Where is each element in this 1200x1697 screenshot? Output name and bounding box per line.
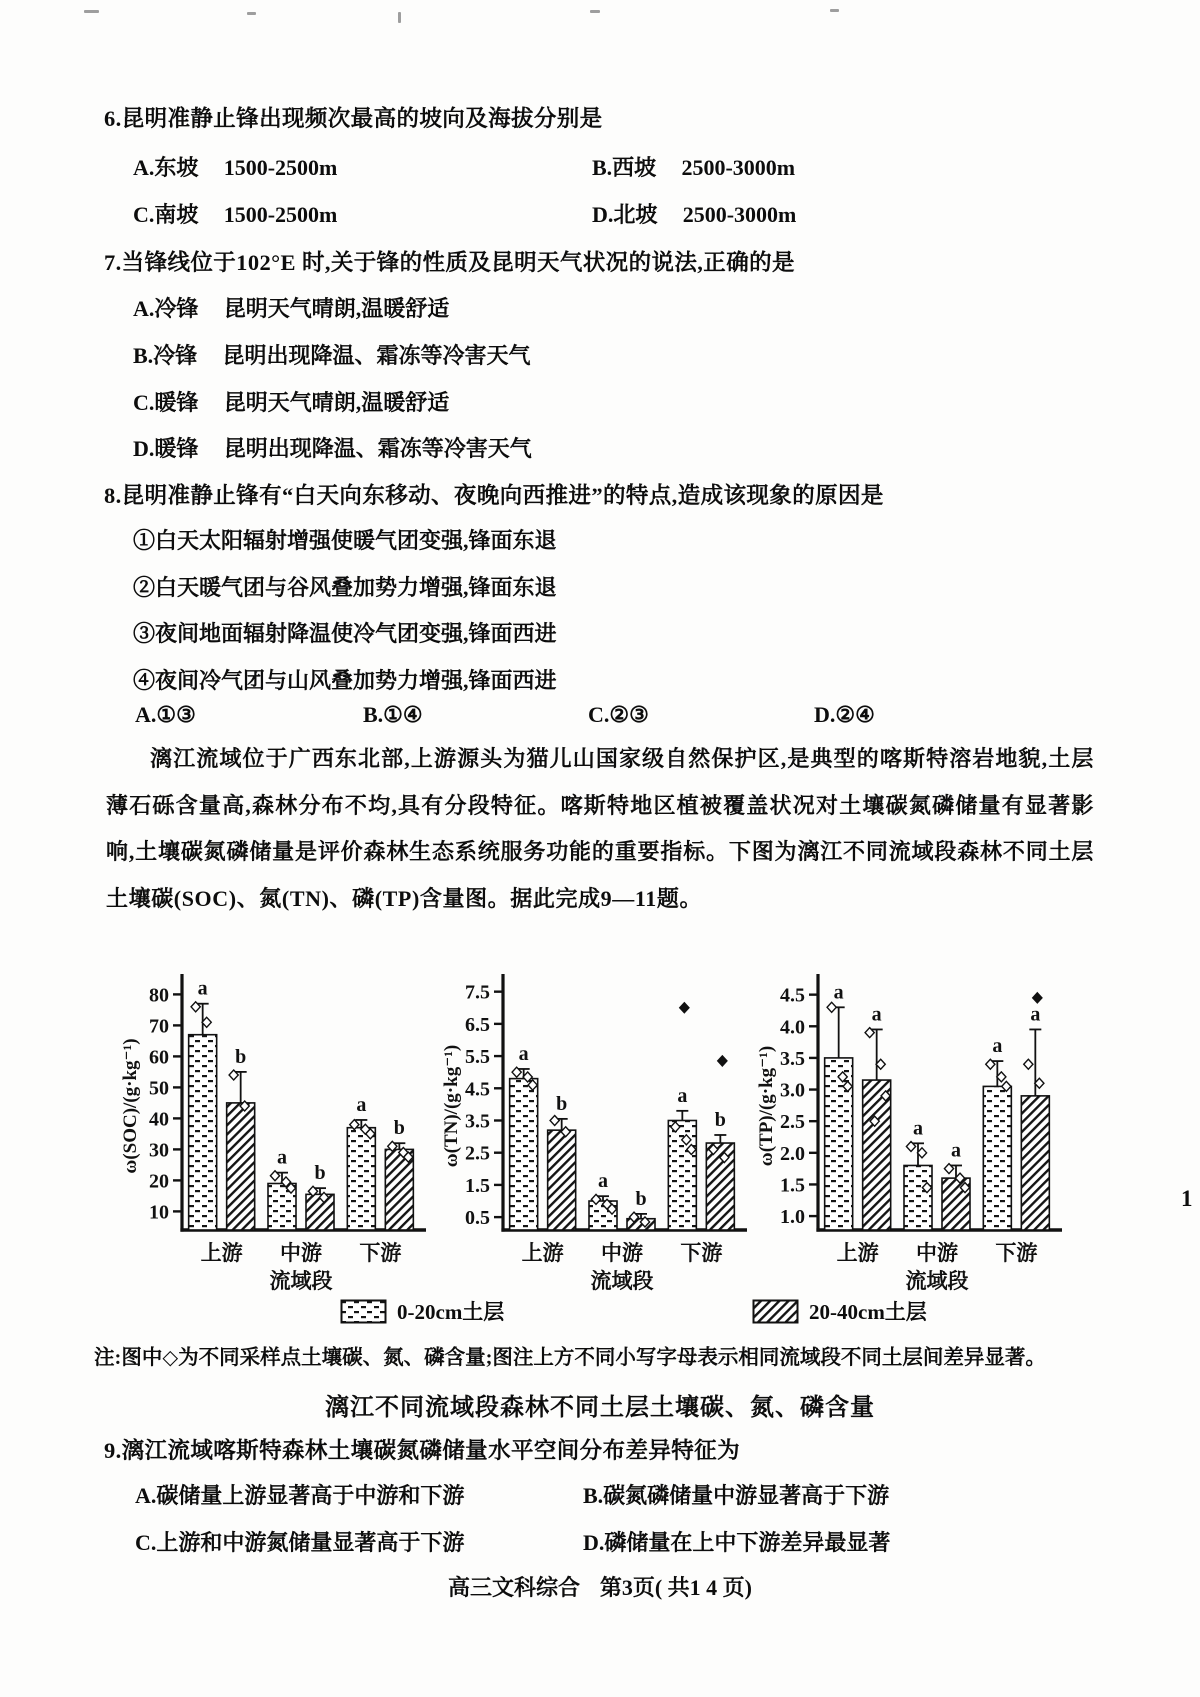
question-6-stem: 6.昆明准静止锋出现频次最高的坡向及海拔分别是 (104, 106, 603, 131)
svg-text:4.5: 4.5 (780, 984, 805, 1007)
svg-text:40: 40 (149, 1108, 169, 1131)
legend-swatch-0-20cm-icon (340, 1299, 387, 1324)
svg-text:b: b (235, 1045, 247, 1068)
q6-option-c-value: 1500-2500m (223, 202, 338, 227)
svg-text:流域段: 流域段 (905, 1269, 969, 1293)
q6-option-a (133, 151, 337, 182)
svg-text:下游: 下游 (680, 1241, 723, 1265)
svg-text:2.5: 2.5 (465, 1142, 490, 1165)
q9-option-b: B.碳氮磷储量中游显著高于下游 (583, 1483, 890, 1508)
passage: 漓江流域位于广西东北部,上游源头为猫儿山国家级自然保护区,是典型的喀斯特溶岩地貌,土层薄石砾含量高,森林分布不均,具有分段特征。喀斯特地区植被覆盖状况对土壤碳氮磷储量有显著影响,土壤碳氮磷储量是评价森林生态系统服务功能的重要指标。下图为漓江不同流域段森林不同土层土壤碳(SOC)、氮(TN)、磷(TP)含量图。据此完成9—11题。 (106, 746, 1094, 911)
svg-text:3.5: 3.5 (465, 1110, 490, 1133)
footer-page-number: 第3页( 共1 4 页) (599, 1575, 752, 1600)
svg-text:4.0: 4.0 (780, 1016, 805, 1039)
footer-course: 高三文科综合 (448, 1575, 581, 1600)
q8-option-d: D.②④ (814, 702, 875, 727)
q6-option-a-value: 1500-2500m (223, 155, 338, 180)
q6-option-b-value: 2500-3000m (681, 155, 796, 180)
question-9-stem: 9.漓江流域喀斯特森林土壤碳氮磷储量水平空间分布差异特征为 (104, 1438, 740, 1463)
scan-artifact (590, 10, 600, 13)
svg-text:a: a (356, 1093, 367, 1116)
scan-artifact (830, 9, 839, 12)
svg-text:20: 20 (149, 1170, 169, 1193)
figure-title: 漓江不同流域段森林不同土层土壤碳、氮、磷含量 (325, 1395, 875, 1421)
svg-text:a: a (833, 981, 844, 1004)
scan-artifact (247, 12, 256, 15)
q8-item-1: ①白天太阳辐射增强使暖气团变强,锋面东退 (133, 528, 557, 553)
legend-20-40cm (752, 1296, 927, 1326)
q6-option-b-label: B.西坡 (592, 155, 657, 180)
svg-text:a: a (197, 977, 208, 1000)
svg-text:下游: 下游 (995, 1241, 1038, 1265)
svg-text:1.0: 1.0 (780, 1206, 805, 1229)
chart-soc (116, 968, 430, 1317)
svg-text:4.5: 4.5 (465, 1078, 490, 1101)
q8-option-c: C.②③ (588, 702, 649, 727)
svg-text:a: a (913, 1117, 923, 1140)
q6-option-d-label: D.北坡 (592, 202, 658, 227)
svg-text:a: a (992, 1035, 1003, 1058)
q7-option-b-label: B.冷锋 (133, 343, 198, 368)
svg-text:6.5: 6.5 (465, 1013, 490, 1036)
q7-option-c-label: C.暖锋 (133, 390, 199, 415)
svg-text:80: 80 (149, 984, 169, 1007)
svg-text:2.0: 2.0 (780, 1142, 805, 1165)
svg-text:b: b (556, 1092, 568, 1115)
svg-text:下游: 下游 (359, 1241, 402, 1265)
q7-option-d-label: D.暖锋 (133, 436, 199, 461)
q7-option-b (133, 339, 531, 370)
svg-text:流域段: 流域段 (590, 1269, 654, 1293)
svg-text:ω(SOC)/(g·kg⁻¹): ω(SOC)/(g·kg⁻¹) (120, 1038, 141, 1174)
svg-text:a: a (871, 1003, 882, 1026)
svg-text:50: 50 (149, 1077, 169, 1100)
q6-option-b (592, 151, 795, 182)
legend-swatch-20-40cm-icon (752, 1299, 799, 1324)
svg-text:上游: 上游 (521, 1241, 564, 1265)
q7-option-a-label: A.冷锋 (133, 296, 199, 321)
svg-text:流域段: 流域段 (269, 1269, 333, 1293)
svg-text:30: 30 (149, 1139, 169, 1162)
svg-text:7.5: 7.5 (465, 981, 490, 1004)
svg-text:70: 70 (149, 1015, 169, 1038)
svg-text:b: b (393, 1117, 405, 1140)
q7-option-a (133, 292, 449, 323)
legend-20-40cm-label: 20-40cm土层 (809, 1300, 927, 1324)
q7-option-c-value: 昆明天气晴朗,温暖舒适 (223, 390, 450, 415)
svg-text:中游: 中游 (280, 1241, 322, 1265)
q7-option-c (133, 386, 449, 417)
scan-artifact (398, 12, 401, 23)
svg-text:上游: 上游 (836, 1241, 879, 1265)
svg-text:60: 60 (149, 1046, 169, 1069)
svg-text:中游: 中游 (916, 1241, 958, 1265)
svg-text:ω(TN)/(g·kg⁻¹): ω(TN)/(g·kg⁻¹) (441, 1044, 462, 1168)
svg-text:0.5: 0.5 (465, 1207, 490, 1230)
q6-option-d (592, 198, 796, 229)
svg-text:a: a (277, 1146, 287, 1169)
q8-option-b: B.①④ (363, 702, 423, 727)
svg-text:上游: 上游 (200, 1241, 243, 1265)
chart-tp (752, 968, 1066, 1317)
q7-option-d-value: 昆明出现降温、霜冻等冷害天气 (223, 436, 532, 461)
legend-0-20cm (340, 1296, 504, 1326)
q6-option-c-label: C.南坡 (133, 202, 199, 227)
svg-text:a: a (598, 1170, 608, 1193)
svg-text:b: b (314, 1162, 326, 1185)
legend-0-20cm-label: 0-20cm土层 (397, 1300, 505, 1324)
q8-item-2: ②白天暖气团与谷风叠加势力增强,锋面东退 (133, 575, 557, 600)
svg-text:a: a (518, 1042, 529, 1065)
svg-text:2.5: 2.5 (780, 1111, 805, 1134)
q8-item-3: ③夜间地面辐射降温使冷气团变强,锋面西进 (133, 621, 557, 646)
q9-option-a: A.碳储量上游显著高于中游和下游 (135, 1483, 465, 1508)
svg-text:1.5: 1.5 (465, 1174, 490, 1197)
q7-option-a-value: 昆明天气晴朗,温暖舒适 (223, 296, 450, 321)
svg-text:b: b (714, 1108, 726, 1131)
svg-text:中游: 中游 (601, 1241, 643, 1265)
question-7-stem: 7.当锋线位于102°E 时,关于锋的性质及昆明天气状况的说法,正确的是 (104, 250, 795, 275)
svg-text:3.5: 3.5 (780, 1047, 805, 1070)
q6-option-a-label: A.东坡 (133, 155, 199, 180)
q9-option-c: C.上游和中游氮储量显著高于下游 (135, 1530, 465, 1555)
q7-option-d (133, 432, 532, 463)
svg-text:b: b (635, 1187, 647, 1210)
question-8-stem: 8.昆明准静止锋有“白天向东移动、夜晚向西推进”的特点,造成该现象的原因是 (104, 483, 884, 508)
svg-text:a: a (951, 1139, 961, 1162)
svg-text:a: a (677, 1084, 688, 1107)
q6-option-c (133, 198, 337, 229)
figure-note: 注:图中◇为不同采样点土壤碳、氮、磷含量;图注上方不同小写字母表示相同流域段不同土层间差异显著。 (94, 1347, 1046, 1369)
page-edge-mark: 1 (1181, 1186, 1193, 1211)
page-footer (0, 1571, 1200, 1602)
q9-option-d: D.磷储量在上中下游差异最显著 (583, 1530, 891, 1555)
svg-text:1.5: 1.5 (780, 1174, 805, 1197)
svg-text:ω(TP)/(g·kg⁻¹): ω(TP)/(g·kg⁻¹) (756, 1045, 777, 1167)
svg-text:5.5: 5.5 (465, 1046, 490, 1069)
svg-text:a: a (1030, 1003, 1041, 1026)
scan-artifact (84, 10, 99, 13)
svg-text:3.0: 3.0 (780, 1079, 805, 1102)
q8-item-4: ④夜间冷气团与山风叠加势力增强,锋面西进 (133, 668, 557, 693)
q8-option-a: A.①③ (135, 702, 196, 727)
chart-tn (437, 968, 751, 1317)
q6-option-d-value: 2500-3000m (682, 202, 797, 227)
q7-option-b-value: 昆明出现降温、霜冻等冷害天气 (222, 343, 531, 368)
svg-text:10: 10 (149, 1201, 169, 1224)
